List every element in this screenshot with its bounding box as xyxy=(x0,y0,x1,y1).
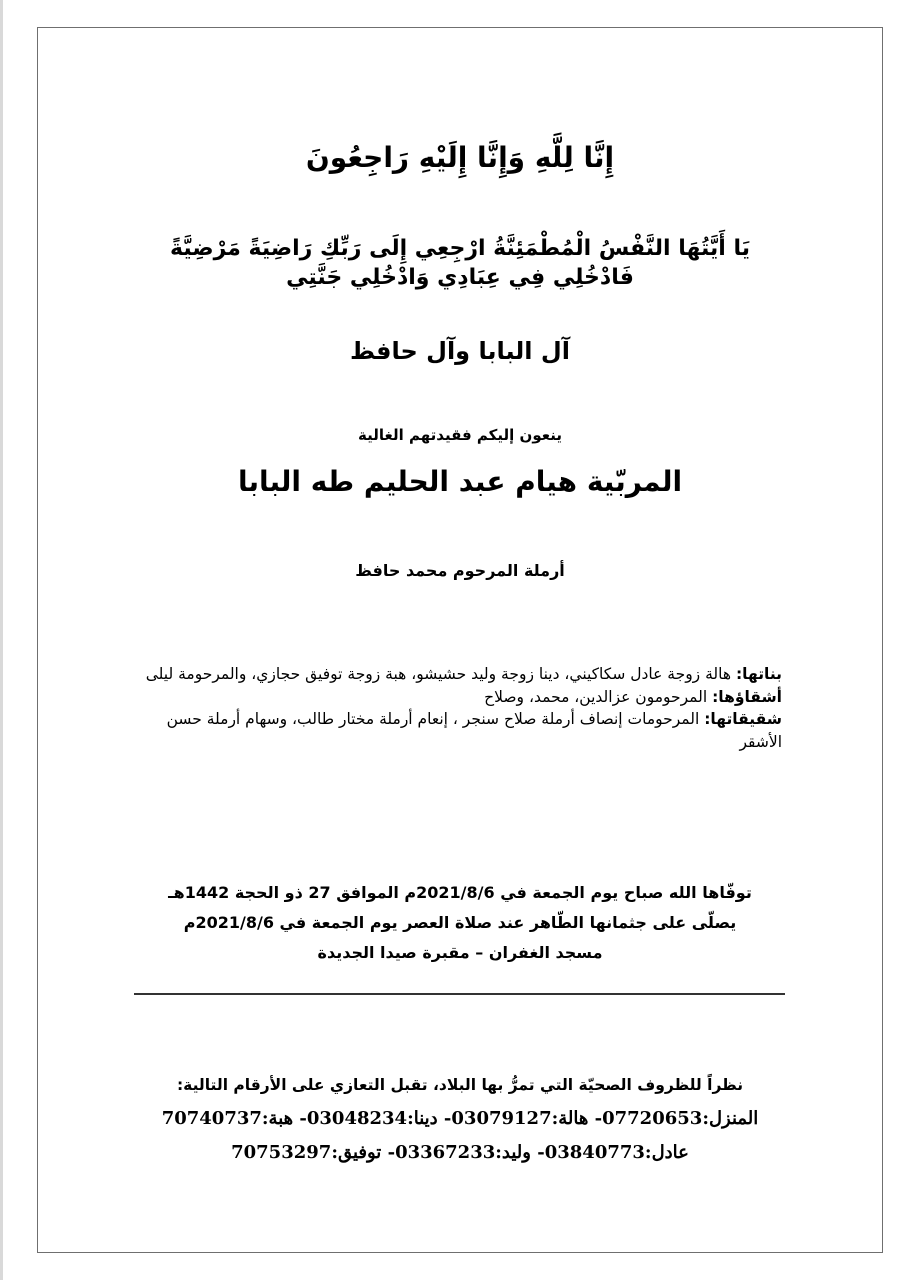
relatives-section xyxy=(138,663,782,753)
relatives-brothers xyxy=(138,686,782,709)
condolences-section xyxy=(38,1068,882,1170)
death-date-line: توفّاها الله صباح يوم الجمعة في 2021/8/6م الموافق 27 ذو الحجة 1442هـ xyxy=(168,883,752,902)
page-edge-shadow xyxy=(0,0,3,1280)
quran-verse-nafs-mutmainna: يَا أَيَّتُهَا النَّفْسُ الْمُطْمَئِنَّةُ ارْجِعِي إِلَى رَبِّكِ رَاضِيَةً مَرْضِيَّةً فَادْخُلِي فِي عِبَادِي وَادْخُلِي جَنَّتِي xyxy=(170,236,750,290)
relatives-label: بناتها: xyxy=(735,665,782,683)
relatives-sisters xyxy=(138,708,782,753)
obituary-page-border xyxy=(37,27,883,1253)
section-divider xyxy=(134,993,785,995)
announcement-line: ينعون إليكم فقيدتهم الغالية xyxy=(358,426,562,444)
condolences-phones-2: عادل:03840773- وليد:03367233- توفيق:70753297 xyxy=(231,1142,689,1163)
condolences-intro: نظراً للظروف الصحيّة التي تمرُّ بها البلاد، تقبل التعازي على الأرقام التالية: xyxy=(176,1076,744,1094)
relatives-text: المرحومات إنصاف أرملة صلاح سنجر ، إنعام أرملة مختار طالب، وسهام أرملة حسن الأشقر xyxy=(166,710,782,751)
funeral-details xyxy=(38,878,882,968)
widow-of-line: أرملة المرحوم محمد حافظ xyxy=(355,561,565,580)
prayer-time-line: يصلّى على جثمانها الطّاهر عند صلاة العصر يوم الجمعة في 2021/8/6م xyxy=(183,913,737,932)
relatives-label: شقيقاتها: xyxy=(704,710,782,728)
burial-location-line: مسجد الغفران – مقبرة صيدا الجديدة xyxy=(317,943,603,962)
families-heading: آل البابا وآل حافظ xyxy=(350,337,570,365)
condolences-phones-1: المنزل:07720653- هالة:03079127- دينا:03048234- هبة:70740737 xyxy=(161,1108,759,1129)
deceased-name: المربّية هيام عبد الحليم طه البابا xyxy=(237,465,683,498)
relatives-text: المرحومون عزالدين، محمد، وصلاح xyxy=(484,687,713,706)
relatives-label: أشقاؤها: xyxy=(712,687,782,706)
relatives-text: هالة زوجة عادل سكاكيني، دينا زوجة وليد حشيشو، هبة زوجة توفيق حجازي، والمرحومة ليلى xyxy=(145,665,736,683)
relatives-daughters xyxy=(138,663,782,686)
quran-verse-inna-lillah: إِنَّا لِلَّهِ وَإِنَّا إِلَيْهِ رَاجِعُونَ xyxy=(305,141,615,174)
